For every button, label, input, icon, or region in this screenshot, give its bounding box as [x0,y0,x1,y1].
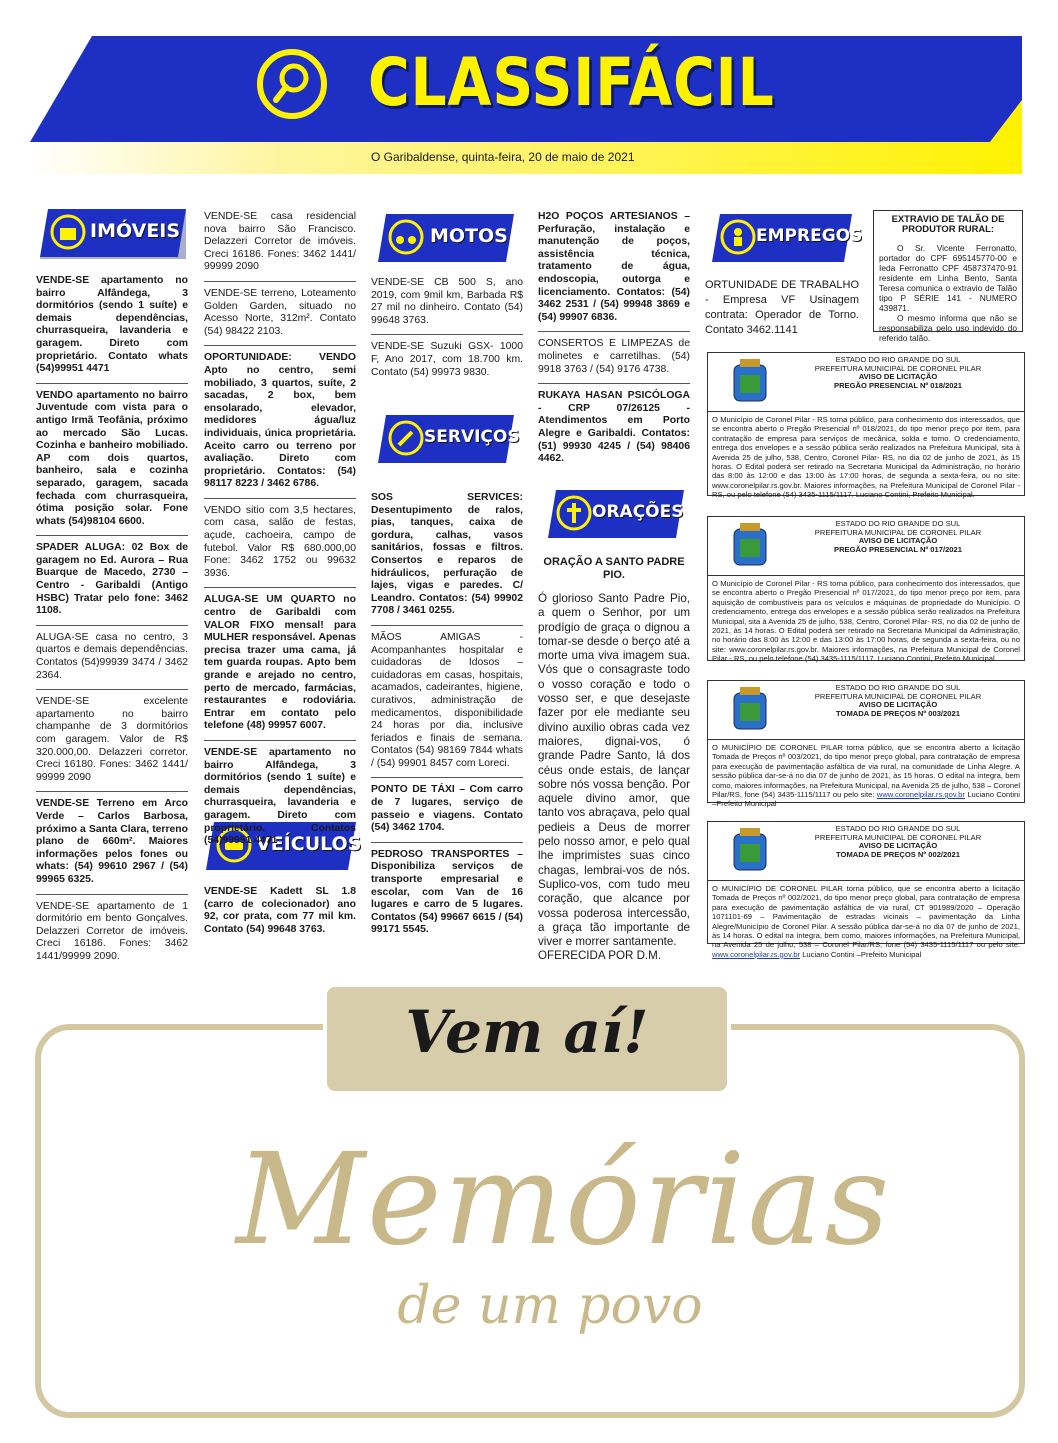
extravio-body: O Sr. Vicente Ferronatto, portador do CPF 695145770-00 e Ieda Ferronatto CPF 458737470-91 residente em Linha Bento, Santa Teresa comunica o extravio de Talão tipo P SÉRIE 141 - NUMERO 439871. [879,242,1017,313]
classified-ad: VENDE-SE CB 500 S, ano 2019, com 9mil km, Barbada R$ 27 mil no dinheiro. Contato (54) 99648 3763. [371,277,523,326]
classified-ad: MÃOS AMIGAS - Acompanhantes hospitalar e cuidadoras de Idosos – cuidadoras em casas, hospitais, acamados, cadeirantes, higiene, curativos, administração de medicamentos, disponibilidade 24 horas por dia, inclusive feriados e finais de semana. Contatos (54) 98169 7844 whats / (54) 99901 8457 com Loreci. [371,631,523,769]
notice-body [708,881,1024,962]
municipal-seal-icon [730,357,770,407]
classified-ad: SPADER ALUGA: 02 Box de garagem no Ed. Aurora – Rua Buarque de Macedo, 2730 – Centro - Garibaldi (Antigo HSBC) Tratar pelo fone: 3462 1108. [36,542,188,617]
classified-ad: PONTO DE TÁXI – Com carro de 7 lugares, serviço de passeio e viagens. Contato (54) 3462 1704. [371,784,523,834]
notice-prefeitura: PREFEITURA MUNICIPAL DE CORONEL PILAR [814,691,982,701]
legal-notice [707,680,1025,809]
classified-ad: ALUGA-SE casa no centro, 3 quartos e demais dependências. Contatos (54)99939 3474 / 3462 2364. [36,631,188,681]
notice-signature: Luciano Contini –Prefeito Municipal [712,790,1020,809]
classified-ad: ALUGA-SE UM QUARTO no centro de Garibaldi com VALOR FIXO mensal! para MULHER responsável. Apenas precisa trazer uma cama, já tem guarda roupas. Apto bem grande e arejado no centro, perto de mercado, farmácias, restaurantes e rodoviária. Entrar em contato pelo telefone (48) 99957 6007. [204,594,356,732]
notice-signature: Luciano Contini –Prefeito Municipal [802,949,922,959]
notice-text: O MUNICÍPIO DE CORONEL PILAR torna público, que se encontra aberto a licitação Tomada de Preços nº 002/2021, do tipo menor preço global, para contratação de empresa para execução de pavimentação asfáltica de via rural, CT 901989/2020 – Operação 1071101-69 – Pavimentação de estradas vicinais – pavimentação da Linha Alegre/Município de Coronel Pilar. A sessão pública dar-se-á no dia 07 de junho de 2021, às 14 horas. O edital na íntegra, bem como, maiores informações, na Prefeitura Municipal, na Avenida 25 de julho, 538 – Coronel Pilar/RS, fone (54) 3435-1115/1117 ou pelo site: [712,884,1020,950]
magnifier-icon [256,48,328,120]
classified-ad: PEDROSO TRANSPORTES – Disponibiliza serviços de transporte empresarial e escolar, com Van de 16 lugares e carro de 5 lugares. Contatos (54) 99667 6615 / (54) 99171 5545. [371,848,523,936]
municipal-seal-icon [730,685,770,735]
notice-number: TOMADA DE PREÇOS Nº 002/2021 [836,849,960,859]
notice-type: AVISO DE LICITAÇÃO [858,700,938,710]
section-badge-servicos: SERVIÇOS [378,413,514,465]
classified-ad: OPORTUNIDADE: VENDO Apto no centro, semi mobiliado, 3 quartos, suíte, 2 sacadas, 2 box, bem ensolarado, elevador, medidores água/luz individuais, única proprietária. Aceito carro ou terreno por avaliação. Direto com proprietário. Contatos: (54) 98117 8223 / 3462 6786. [204,352,356,490]
notice-prefeitura: PREFEITURA MUNICIPAL DE CORONEL PILAR [814,527,982,537]
wrench-icon [388,420,424,456]
prayer-signature: OFERECIDA POR D.M. [538,949,662,963]
classified-ad: VENDE-SE Suzuki GSX- 1000 F, Ano 2017, com 18.700 km. Contato (54) 99973 9830. [371,341,523,378]
municipal-seal-icon [730,521,770,571]
section-badge-imoveis: IMÓVEIS [40,207,186,259]
notice-prefeitura: PREFEITURA MUNICIPAL DE CORONEL PILAR [814,832,982,842]
notice-website-link[interactable]: www.coronelpilar.rs.gov.br [712,949,801,959]
classified-ad: VENDE-SE apartamento no bairro Alfândega, 3 dormitórios (sendo 1 suíte) e demais dependências, churrasqueira, lavanderia e garagem. Direto com proprietário. Contatos (54)99951 4471 [204,746,356,847]
header-yellow-band [30,118,1022,174]
classified-ad: VENDE-SE apartamento no bairro Alfândega, 3 dormitórios (sendo 1 suíte) e demais dependências, churrasqueira, lavanderia e garagem. Direto com proprietário. Contato whats (54)99951 4471 [36,275,188,375]
notice-type: AVISO DE LICITAÇÃO [858,372,938,382]
legal-notice [707,821,1025,959]
notice-body [708,740,1024,812]
prayer-title: ORAÇÃO A SANTO PADRE PIO. [543,556,685,581]
ad-povo-text: de um povo [397,1276,703,1336]
column-veiculos [204,886,356,936]
prayer-text: Ó glorioso Santo Padre Pio, a quem o Senhor, por um prodígio de graça o dignou a tomar-se desde o berço até a morte uma viva imagem sua. Vós que o consagraste todo o vosso coração e todo o vosso ser, e que desejaste fazer por ele mediante seu divino auxilio obras cada vez maiores, dignai-vos, ó grande Padre Santo, lá dos céus onde estais, de lançar sobre nós vossa benção. Por aquele divino amor, que tanto vos abraçava, pelo qual pedieis a Deus de morrer pelo nosso amor, e pelo qual lhe imprimistes suas cinco chagas, lembrai-vos de nós. Suplico-vos, com tudo meu coração, que alcance por vossa poderosa intercessão, a graça tão importante de viver e morrer santamente. [538,592,690,949]
classified-ad: SOS SERVICES: Desentupimento de ralos, pias, tanques, caixa de gordura, calhas, vasos sanitários, fossas e filtros. Consertos e reparos de hidráulicos, perfuração de lajes, vigas e paredes. C/ Leandro. Contatos: (54) 99902 7708 / 3461 0255. [371,492,523,617]
extravio-title: EXTRAVIO DE TALÃO DE PRODUTOR RURAL: [891,213,1005,235]
page-title: CLASSIFÁCIL [368,44,775,121]
municipal-seal-icon [730,826,770,876]
notice-state: ESTADO DO RIO GRANDE DO SUL [835,683,961,692]
column-oracoes [538,556,690,964]
classified-ad: VENDE-SE apartamento de 1 dormitório em bento Gonçalves. Delazzeri Corretor de imóveis. Creci 16186. Fones: 3462 1441/99999 2090. [36,900,188,962]
notice-type: AVISO DE LICITAÇÃO [858,841,938,851]
column-motos [371,277,523,379]
section-badge-empregos: EMPREGOS [712,212,852,264]
edition-date: O Garibaldense, quinta-feira, 20 de maio de 2021 [371,150,635,164]
motorcycle-icon [388,219,424,255]
section-badge-veiculos: VEÍCULOS [206,820,356,872]
ad-vem-text: Vem aí! [405,998,649,1066]
column-imoveis-2 [204,211,356,848]
notice-state: ESTADO DO RIO GRANDE DO SUL [835,355,961,364]
notice-body: O Município de Coronel Pilar - RS torna público, para conhecimento dos interessados, que se encontra aberto o Pregão Presencial nº 017/2021, do tipo menor preço por item, para aquisição de combustíveis para os veículos e máquinas de propriedade do Município. O credenciamento, entrega dos envelopes e a sessão pública serão realizados na Prefeitura Municipal, sita à Avenida 25 de julho, 538, Centro, Coronel Pilar- RS, no dia 02 de junho de 2021, às 14 horas. O Edital poderá ser retirado na Secretaria Municipal da Administração, no horário das 8:00 às 12:00 e das 13:00 às 17:00 horas, de segunda a sexta-feira, ou no site: www.coronelpilar.rs.gov.br. Maiores informações, na Prefeitura Municipal de Coronel Pilar - RS, ou pelo telefone (54) 3435-1115/1117. Luciano Contini, Prefeito Municipal. [712,579,1020,664]
classified-ad: RUKAYA HASAN PSICÓLOGA - CRP 07/26125 - Atendimentos em Porto Alegre e Garibaldi. Contatos: (51) 99930 4245 / (54) 98406 4462. [538,390,690,465]
notice-number: PREGÃO PRESENCIAL Nº 017/2021 [834,544,962,554]
classified-ad: VENDE-SE terreno, Loteamento Golden Garden, situado no Acesso Norte, 312m². Contato (54) 98422 2103. [204,287,356,337]
section-badge-motos: MOTOS [378,212,514,264]
notice-text: O MUNICÍPIO DE CORONEL PILAR torna público, que se encontra aberto a licitação Tomada de Preços nº 003/2021, do tipo menor preço global, para contratação de empresa para execução de pavimentação asfáltica de via rural, na comunidade de Linha Alegre. A sessão pública dar-se-á no dia 07 de junho de 2021, às 15 horas. O edital na íntegra, bem como, maiores informações, na Prefeitura Municipal, na Avenida 25 de julho, 538 – Coronel Pilar/RS, fone (54) 3435-1115/1117 ou pelo site: [712,743,1021,800]
classified-ad: VENDE-SE excelente apartamento no bairro champanhe de 3 dormitórios com garagem. Valor de R$ 320.000,00. Delazzeri corretor. Creci 16180. Fones: 3462 1441/ 99999 2090 [36,696,188,783]
column-servicos-2 [538,211,690,466]
ad-memorias-text: Memórias [236,1126,892,1273]
classified-ad: VENDE-SE casa residencial nova bairro São Francisco. Delazzeri Corretor de imóveis. Creci 16186. Fones: 3462 1441/ 99999 2090 [204,211,356,273]
classified-ad: ORTUNIDADE DE TRABALHO - Empresa VF Usinagem contrata: Operador de Torno. Contato 3462.1141 [705,279,859,336]
house-icon [50,214,86,250]
extravio-body-2: O mesmo informa que não se responsabiliza pelo uso indevido do referido talão. [879,312,1017,343]
notice-type: AVISO DE LICITAÇÃO [858,536,938,546]
classified-ad: VENDO sitio com 3,5 hectares, com casa, salão de festas, açude, cachoeira, campo de futebol. Valor R$ 680.000,00 Fone: 3462 1752 ou 99632 3936. [204,504,356,579]
extravio-notice [873,210,1023,343]
notice-prefeitura: PREFEITURA MUNICIPAL DE CORONEL PILAR [814,363,982,373]
section-badge-oracoes: ORAÇÕES [548,488,684,540]
notice-state: ESTADO DO RIO GRANDE DO SUL [835,824,961,833]
notice-number: TOMADA DE PREÇOS Nº 003/2021 [836,708,960,718]
classified-ad: CONSERTOS E LIMPEZAS de molinetes e carretilhas. (54) 9918 3763 / (54) 9176 4738. [538,338,690,375]
legal-notice [707,352,1025,500]
classified-ad: VENDO apartamento no bairro Juventude com vista para o antigo Irmã Teofânia, próximo ao mercado São Lucas. Cozinha e banheiro mobiliado. AP com dois quartos, banheiro, sala e cozinha separado, garagem, sacada fechada com churrasqueira, ótima posição solar. Fone whats (54)98104 6600. [36,389,188,527]
classified-ad: H2O POÇOS ARTESIANOS – Perfuração, instalação e manutenção de poços, assistência técnica, tratamento de água, endoscopia, outorga e licenciamento. Contatos: (54) 3462 2531 / (54) 99948 3869 e (54) 99907 6836. [538,211,690,323]
column-servicos [371,492,523,937]
notice-number: PREGÃO PRESENCIAL Nº 018/2021 [834,380,962,390]
classified-ad: VENDE-SE Terreno em Arco Verde – Carlos Barbosa, próximo a Santa Clara, terreno plano de 660m². Maiores informações pelos fones ou whats: (54) 99610 2967 / (54) 99965 6325. [36,798,188,885]
classified-ad: VENDE-SE Kadett SL 1.8 (carro de colecionador) ano 92, cor prata, com 77 mil km. Contato (54) 99648 3763. [204,886,356,935]
legal-notice [707,516,1025,664]
column-imoveis [36,275,188,964]
column-empregos [705,278,859,338]
notice-state: ESTADO DO RIO GRANDE DO SUL [835,519,961,528]
worker-icon [720,219,756,255]
notice-body: O Município de Coronel Pilar - RS torna público, para conhecimento dos interessados, que se encontra aberto o Pregão Presencial nº 018/2021, do tipo menor preço por item, para contratação de empresa para serviços de mecânica, solda e torno. O credenciamento, entrega dos envelopes e a sessão pública serão realizados na Prefeitura Municipal, sita à Avenida 25 de julho, 538, Centro, Coronel Pilar- RS, no dia 02 de junho de 2021, às 15 horas. O Edital poderá ser retirado na Secretaria Municipal da Administração, no horário das 8:00 às 12:00 e das 13:00 às 17:00 horas, de segunda a sexta-feira, ou no site: www.coronelpilar.rs.gov.br. Maiores informações, na Prefeitura Municipal de Coronel Pilar - RS, ou pelo telefone (54) 3435-1115/1117. Luciano Contini, Prefeito Municipal. [712,415,1020,500]
notice-website-link[interactable]: www.coronelpilar.rs.gov.br [876,790,965,800]
cross-icon [556,495,592,531]
